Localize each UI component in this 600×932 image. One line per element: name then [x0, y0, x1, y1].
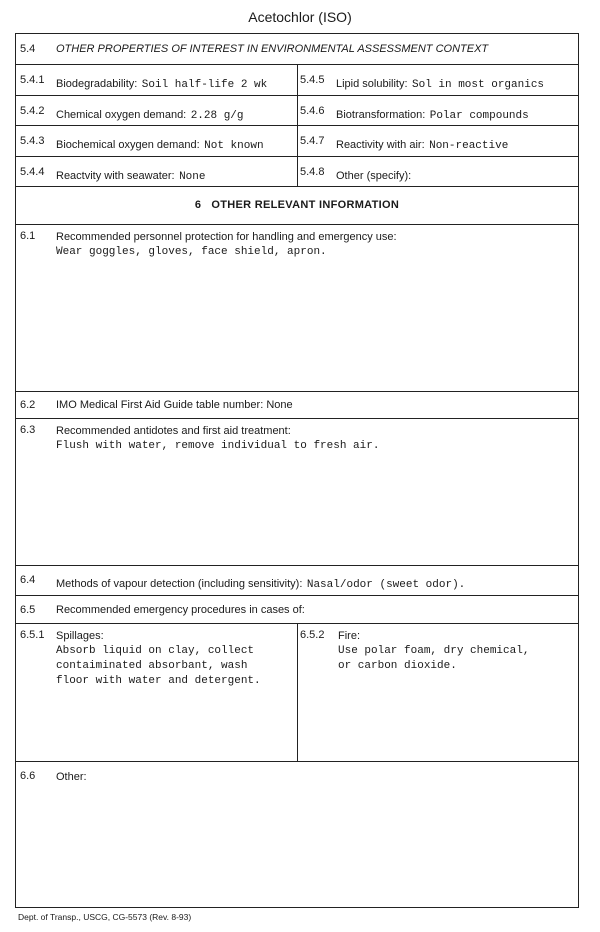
field-number: 6.5.2: [300, 629, 325, 641]
section-title: OTHER RELEVANT INFORMATION: [211, 199, 400, 211]
field-number: 6.5: [20, 604, 36, 616]
field-label: Recommended emergency procedures in cases of:: [56, 604, 305, 616]
field-label: IMO Medical First Aid Guide table number:: [56, 399, 264, 411]
field-value: Use polar foam, dry chemical, or carbon dioxide.: [338, 645, 530, 672]
document-title: Acetochlor (ISO): [248, 9, 352, 25]
property-row: [16, 126, 578, 157]
field-label: Other:: [56, 771, 87, 783]
property-row: [16, 157, 578, 187]
field-value: Not known: [204, 140, 264, 152]
field-biochemical-oxygen-demand: [16, 126, 298, 156]
field-label: Recommended personnel protection for handling and emergency use:: [56, 231, 397, 243]
field-imo-guide: [16, 392, 578, 419]
field-reactivity-with-air: [298, 126, 578, 156]
field-number: 5.4.6: [300, 105, 325, 117]
field-number: 5.4.4: [20, 166, 45, 178]
field-spillages: [16, 624, 298, 761]
field-label: Biodegradability:: [56, 78, 138, 90]
field-content: [338, 629, 572, 674]
section-number: 6: [194, 199, 202, 211]
field-personnel-protection: [16, 225, 578, 392]
section-emergency-procedures: [16, 596, 578, 624]
field-value: Polar compounds: [429, 110, 529, 122]
section-6-header: [16, 187, 578, 225]
field-content: [56, 770, 572, 785]
field-value: Wear goggles, gloves, face shield, apron.: [56, 246, 327, 258]
field-number: 6.1: [20, 230, 36, 242]
section-header: [16, 199, 578, 211]
form-frame: [15, 33, 579, 908]
property-row: [16, 65, 578, 96]
emergency-procedures-row: [16, 624, 578, 762]
field-number: 6.4: [20, 574, 36, 586]
field-other-specify: [298, 157, 578, 186]
field-number: 5.4.2: [20, 105, 45, 117]
field-number: 6.3: [20, 424, 36, 436]
field-label: Lipid solubility:: [336, 78, 408, 90]
field-number: 5.4.1: [20, 74, 45, 86]
field-biotransformation: [298, 96, 578, 125]
field-fire: [298, 624, 578, 761]
field-value: Soil half-life 2 wk: [141, 79, 268, 91]
section-number: 5.4: [20, 43, 36, 55]
field-content: [56, 230, 572, 260]
field-label: Chemical oxygen demand:: [56, 109, 187, 121]
field-vapour-detection: [16, 566, 578, 596]
field-number: 5.4.3: [20, 135, 45, 147]
field-reactivity-with-seawater: [16, 157, 298, 186]
field-label: Biochemical oxygen demand:: [56, 139, 200, 151]
field-number: 6.2: [20, 399, 36, 411]
field-label: Recommended antidotes and first aid treatment:: [56, 425, 291, 437]
field-content: [56, 629, 291, 689]
field-label: Spillages:: [56, 630, 104, 642]
field-label: Reactivity with air:: [336, 139, 425, 151]
field-antidotes-first-aid: [16, 419, 578, 566]
field-number: 5.4.7: [300, 135, 325, 147]
field-label: Reactvity with seawater:: [56, 170, 175, 182]
field-value: None: [266, 399, 293, 411]
field-chemical-oxygen-demand: [16, 96, 298, 125]
section-title: OTHER PROPERTIES OF INTEREST IN ENVIRONMENTAL ASSESSMENT CONTEXT: [56, 43, 489, 55]
field-lipid-solubility: [298, 65, 578, 95]
field-other: [16, 762, 578, 907]
field-number: 6.6: [20, 770, 36, 782]
field-number: 5.4.5: [300, 74, 325, 86]
field-value: 2.28 g/g: [190, 110, 244, 122]
field-value: Flush with water, remove individual to fresh air.: [56, 440, 380, 452]
field-value: Nasal/odor (sweet odor).: [306, 579, 466, 591]
section-5-4-row: [16, 34, 578, 65]
field-biodegradability: [16, 65, 298, 95]
field-label: Biotransformation:: [336, 109, 426, 121]
field-number: 6.5.1: [20, 629, 45, 641]
field-value: Sol in most organics: [412, 79, 545, 91]
field-value: None: [179, 171, 206, 183]
field-label: Methods of vapour detection (including sensitivity):: [56, 578, 303, 590]
field-number: 5.4.8: [300, 166, 325, 178]
field-content: [56, 424, 572, 454]
field-label: Fire:: [338, 630, 360, 642]
field-value: Absorb liquid on clay, collect contaiminated absorbant, wash floor with water and detergent.: [56, 645, 261, 687]
property-row: [16, 96, 578, 126]
field-value: Non-reactive: [429, 140, 509, 152]
field-label: Other (specify):: [336, 170, 412, 182]
form-footer: Dept. of Transp., USCG, CG-5573 (Rev. 8-93): [18, 912, 192, 922]
